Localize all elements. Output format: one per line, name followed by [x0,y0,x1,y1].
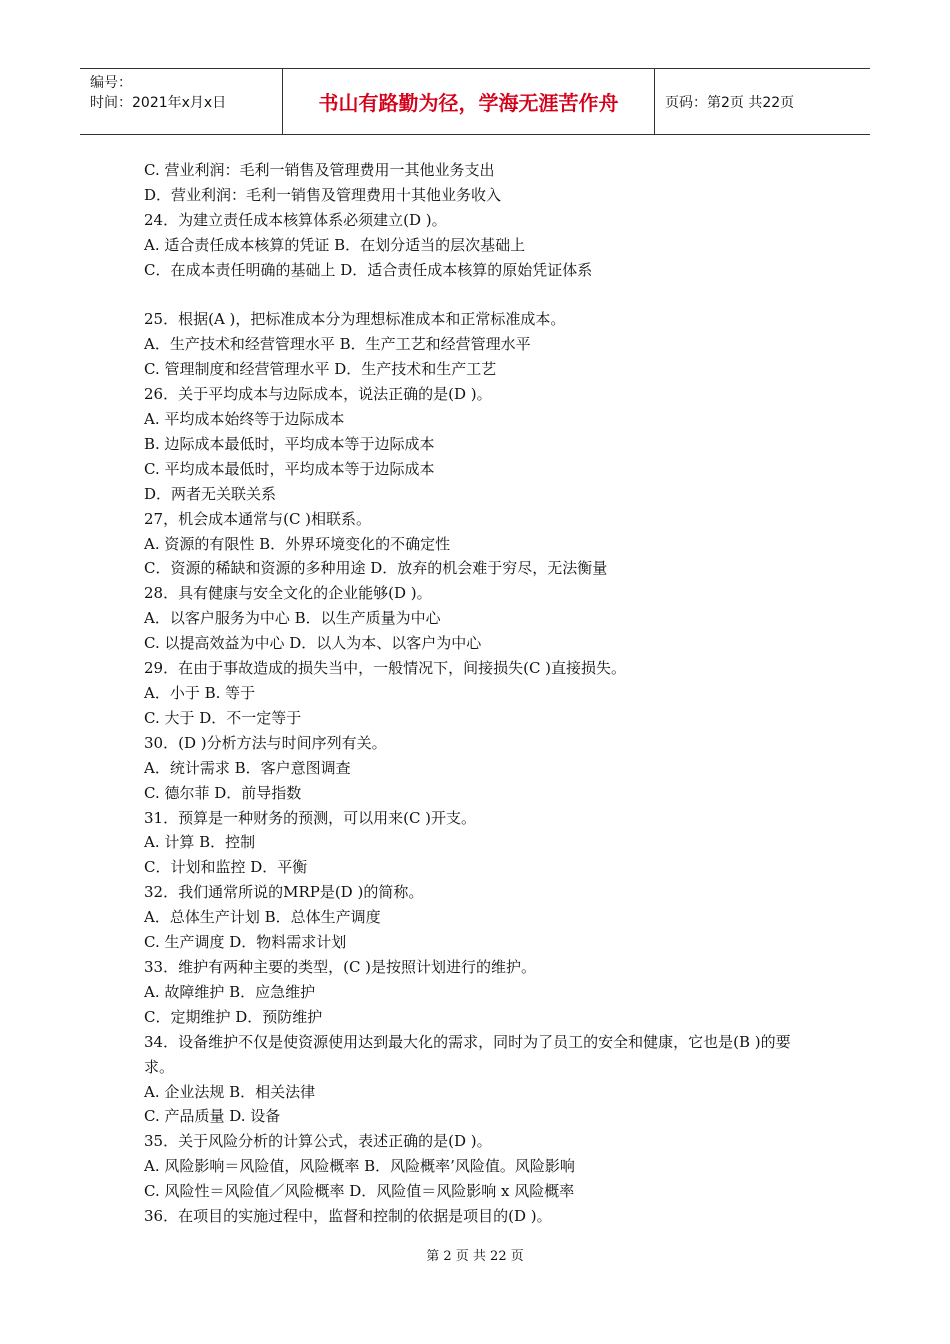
text-line: D．两者无关联关系 [144,484,277,503]
text-line: A. 故障维护 B．应急维护 [144,982,316,1001]
text-line: C. 德尔菲 D．前导指数 [144,783,302,802]
question-32: 32．我们通常所说的MRP是(D )的简称。 [144,883,424,902]
question-29: 29．在由于事故造成的损失当中，一般情况下，间接损失(C )直接损失。 [144,659,627,678]
document-number-label: 编号： [90,75,132,91]
text-line: C．定期维护 D．预防维护 [144,1007,323,1026]
header-meta [80,69,283,134]
text-line: A. 资源的有限性 B．外界环境变化的不确定性 [144,534,451,553]
text-line: A．总体生产计划 B．总体生产调度 [144,908,381,927]
question-24: 24．为建立责任成本核算体系必须建立(D )。 [144,210,447,229]
text-line: C．计划和监控 D．平衡 [144,858,308,877]
text-line: A．以客户服务为中心 B．以生产质量为中心 [144,609,441,628]
header-page-number: 页码：第2页 共22页 [665,94,795,111]
question-27: 27，机会成本通常与(C )相联系。 [144,509,372,528]
text-line: C. 管理制度和经营管理水平 D．生产技术和生产工艺 [144,360,497,379]
text-line: A. 适合责任成本核算的凭证 B．在划分适当的层次基础上 [144,235,526,254]
question-28: 28．具有健康与安全文化的企业能够(D )。 [144,584,432,603]
text-line: A．生产技术和经营管理水平 B．生产工艺和经营管理水平 [144,335,531,354]
text-line: A. 风险影响＝风险值，风险概率 B．风险概率’风险值。风险影响 [144,1157,575,1176]
question-36: 36．在项目的实施过程中，监督和控制的依据是项目的(D )。 [144,1207,552,1226]
text-line: C. 平均成本最低时，平均成本等于边际成本 [144,459,435,478]
text-line: B. 边际成本最低时，平均成本等于边际成本 [144,434,435,453]
question-35: 35．关于风险分析的计算公式，表述正确的是(D )。 [144,1132,492,1151]
text-line: A. 平均成本始终等于边际成本 [144,410,345,429]
text-line: D．营业利润：毛利一销售及管理费用十其他业务收入 [144,185,502,204]
text-line: C．在成本责任明确的基础上 D．适合责任成本核算的原始凭证体系 [144,260,593,279]
text-line: C. 大于 D．不一定等于 [144,708,302,727]
page-footer: 第 2 页 共 22 页 [426,1249,524,1264]
text-line: C. 风险性＝风险值／风险概率 D．风险值＝风险影响 x 风险概率 [144,1182,575,1201]
question-31: 31．预算是一种财务的预测，可以用来(C )开支。 [144,808,477,827]
text-line: C. 营业利润：毛利一销售及管理费用一其他业务支出 [144,161,495,179]
text-line: C. 产品质量 D. 设备 [144,1107,281,1126]
blank-line [144,283,814,308]
text-line: A．统计需求 B．客户意图调查 [144,758,351,777]
question-33: 33．维护有两种主要的类型，(C )是按照计划进行的维护。 [144,957,537,976]
question-30: 30．(D )分析方法与时间序列有关。 [144,733,387,752]
text-line: A．小于 B. 等于 [144,684,256,703]
header-motto: 书山有路勤为径，学海无涯苦作舟 [283,69,655,134]
question-25: 25．根据(A )，把标准成本分为理想标准成本和正常标准成本。 [144,310,566,329]
question-26: 26．关于平均成本与边际成本，说法正确的是(D )。 [144,385,492,404]
text-line: C．资源的稀缺和资源的多种用途 D．放弃的机会难于穷尽，无法衡量 [144,559,608,578]
text-line: A. 计算 B．控制 [144,833,256,852]
text-line: C. 以提高效益为中心 D．以人为本、以客户为中心 [144,634,482,653]
document-body [144,158,814,1229]
page-header [80,68,870,135]
text-line: A. 企业法规 B．相关法律 [144,1082,316,1101]
text-line: C. 生产调度 D．物料需求计划 [144,933,347,952]
document-date-label: 时间：2021年x月x日 [90,95,227,111]
question-34: 34．设备维护不仅是使资源使用达到最大化的需求，同时为了员工的安全和健康，它也是(B )的要求。 [144,1032,791,1076]
